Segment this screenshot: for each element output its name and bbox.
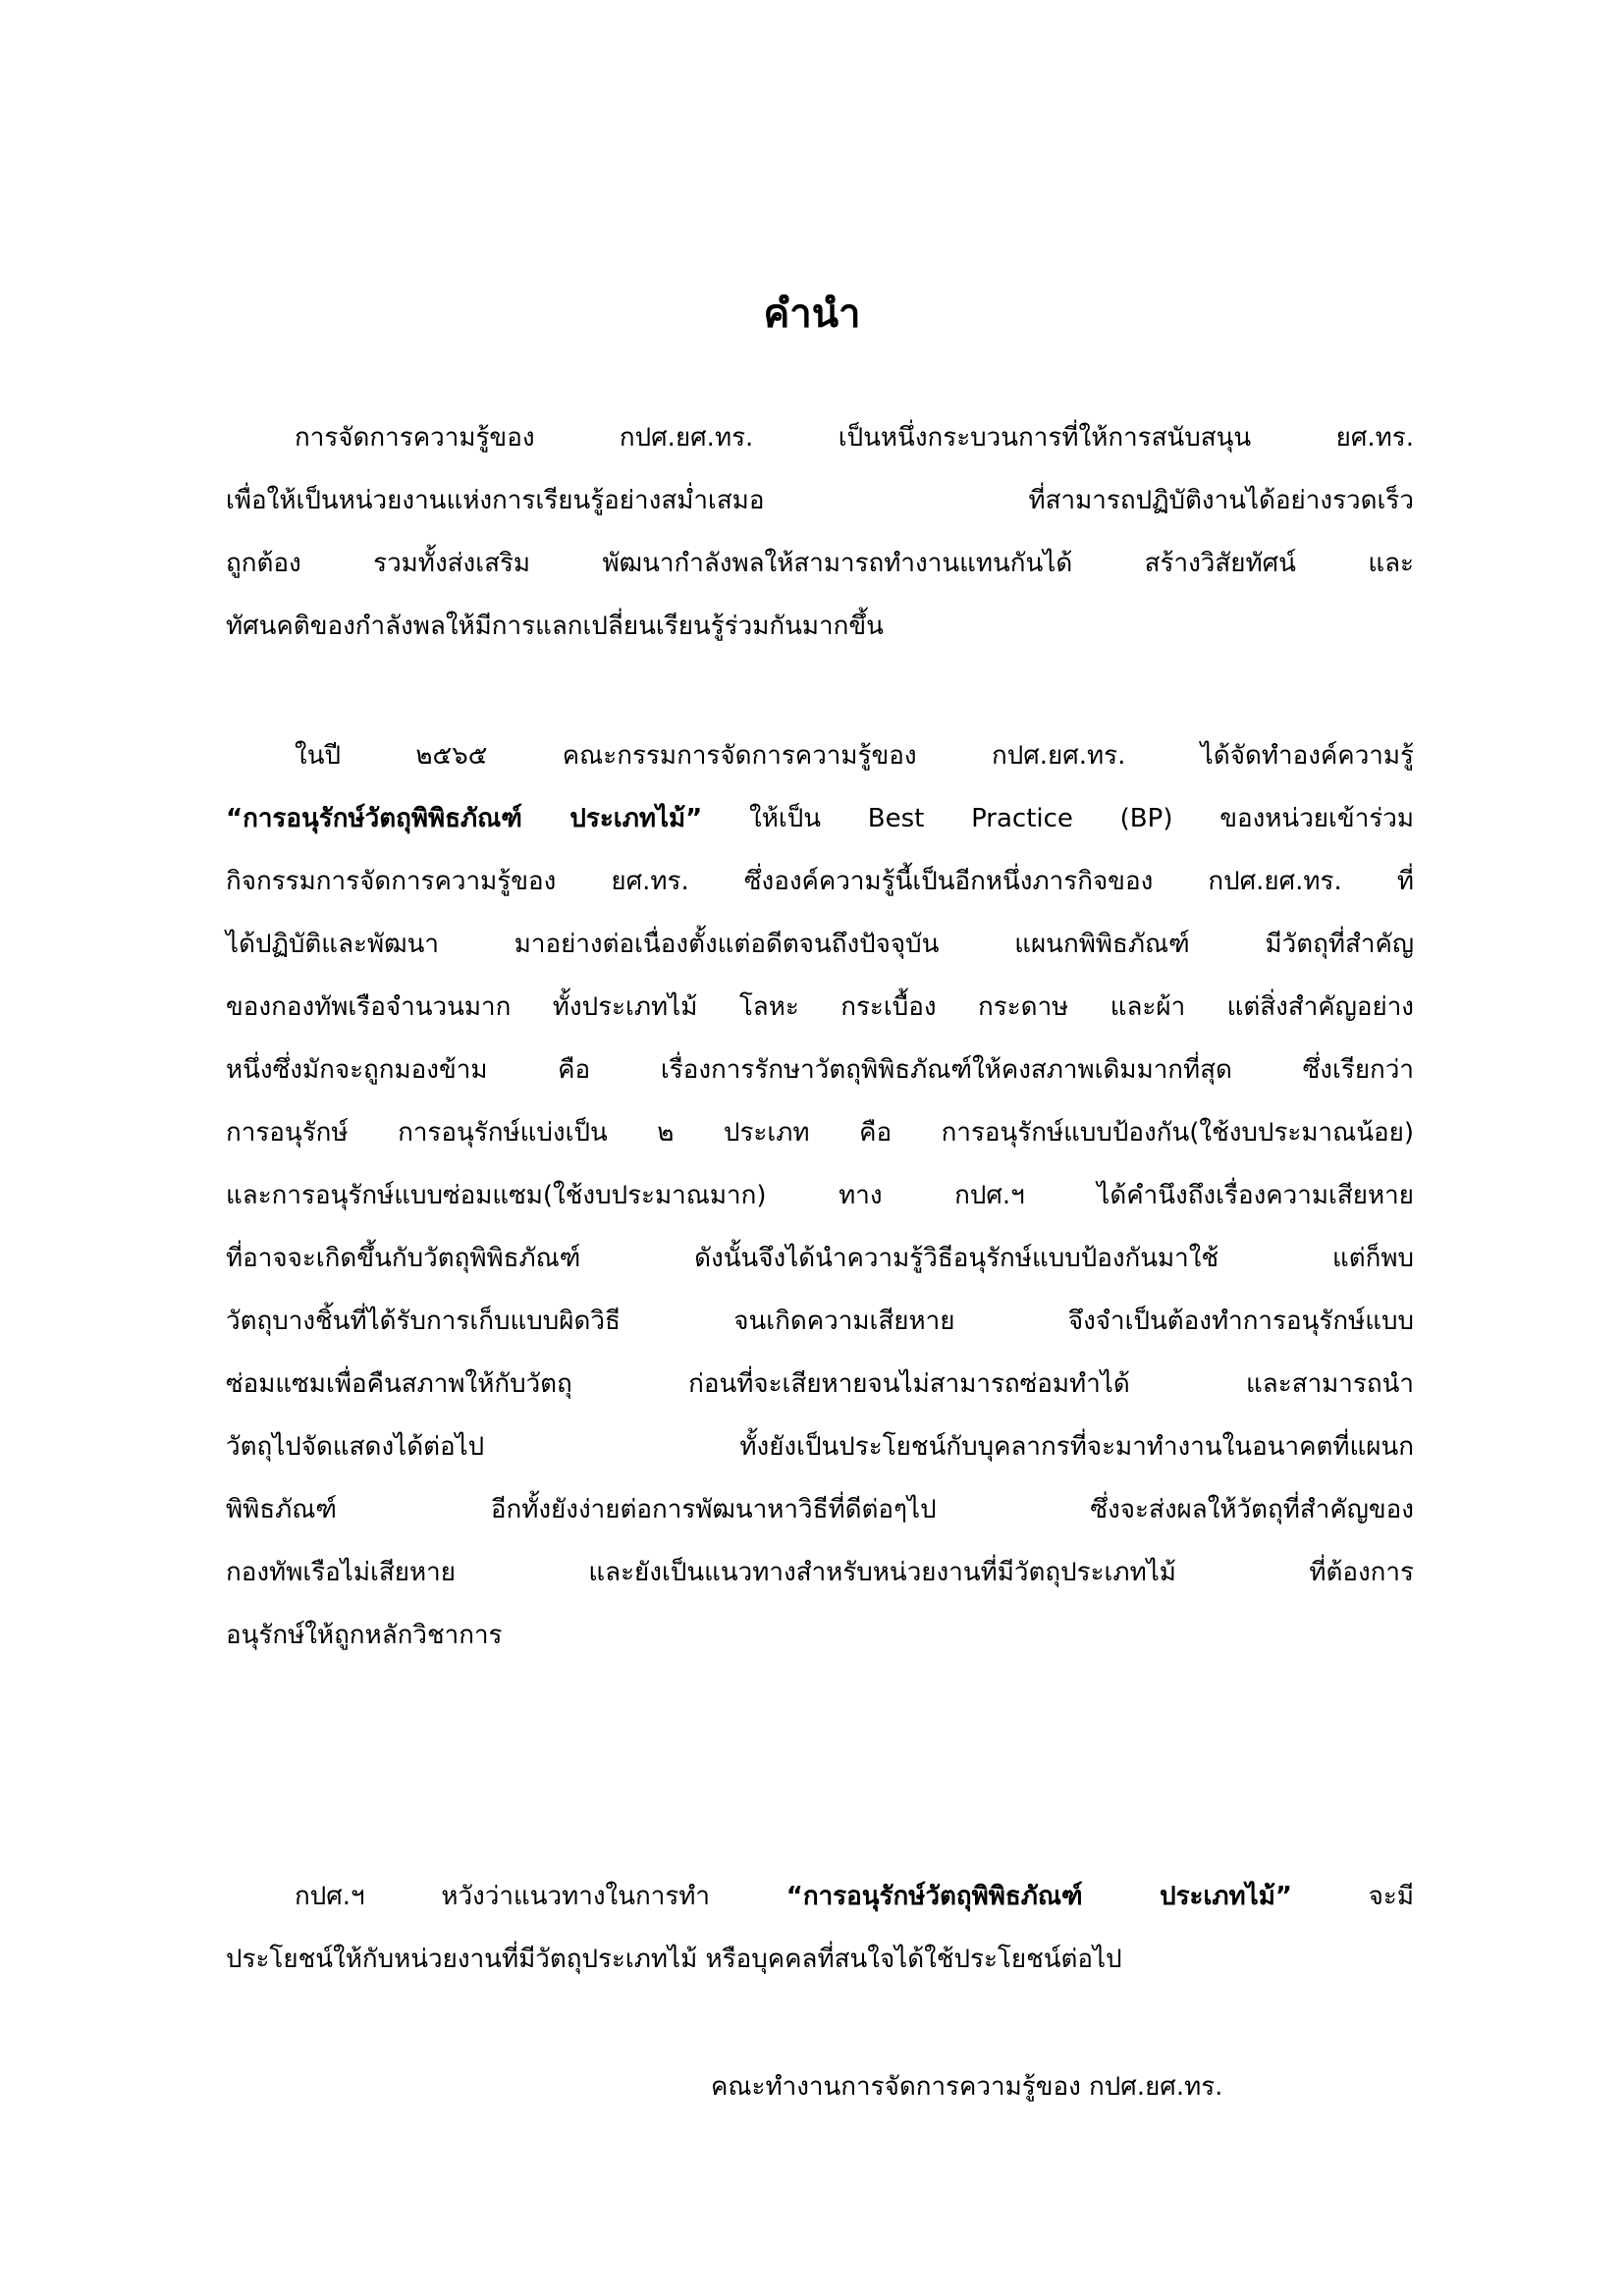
paragraph-conclusion xyxy=(226,1865,1414,1991)
paragraph-line: กองทัพเรือไม่เสียหาย และยังเป็นแนวทางสำหรับหน่วยงานที่มีวัตถุประเภทไม้ ที่ต้องการ xyxy=(226,1558,1414,1587)
paragraph-line: ในปี ๒๕๖๕ คณะกรรมการจัดการความรู้ของ กปศ.ยศ.ทร. ได้จัดทำองค์ความรู้ xyxy=(295,741,1414,771)
paragraph-line: ได้ปฏิบัติและพัฒนา มาอย่างต่อเนื่องตั้งแต่อดีตจนถึงปัจจุบัน แผนกพิพิธภัณฑ์ มีวัตถุที่สำคัญ xyxy=(226,930,1414,959)
paragraph-body xyxy=(226,724,1414,1667)
paragraph-line: วัตถุไปจัดแสดงได้ต่อไป ทั้งยังเป็นประโยชน์กับบุคลากรที่จะมาทำงานในอนาคตที่แผนก xyxy=(226,1432,1414,1462)
paragraph-line: วัตถุบางชิ้นที่ได้รับการเก็บแบบผิดวิธี จนเกิดความเสียหาย จึงจำเป็นต้องทำการอนุรักษ์แบบ xyxy=(226,1307,1414,1336)
paragraph-line: อนุรักษ์ให้ถูกหลักวิชาการ xyxy=(226,1621,503,1650)
paragraph-line-continuation: ให้เป็น Best Practice (BP) ของหน่วยเข้าร่วม xyxy=(702,804,1415,833)
paragraph-line: ถูกต้อง รวมทั้งส่งเสริม พัฒนากำลังพลให้สามารถทำงานแทนกันได้ สร้างวิสัยทัศน์ และ xyxy=(226,549,1414,578)
paragraph-line: ที่อาจจะเกิดขึ้นกับวัตถุพิพิธภัณฑ์ ดังนั้นจึงได้นำความรู้วิธีอนุรักษ์แบบป้องกันมาใช้ แต่ก็พบ xyxy=(226,1244,1414,1273)
paragraph-line: ของกองทัพเรือจำนวนมาก ทั้งประเภทไม้ โลหะ กระเบื้อง กระดาษ และผ้า แต่สิ่งสำคัญอย่าง xyxy=(226,992,1414,1022)
paragraph-line: และการอนุรักษ์แบบซ่อมแซม(ใช้งบประมาณมาก) ทาง กปศ.ฯ ได้คำนึงถึงเรื่องความเสียหาย xyxy=(226,1181,1414,1210)
paragraph-line: เพื่อให้เป็นหน่วยงานแห่งการเรียนรู้อย่างสม่ำเสมอ ที่สามารถปฏิบัติงานได้อย่างรวดเร็ว xyxy=(226,486,1414,515)
paragraph-line: ซ่อมแซมเพื่อคืนสภาพให้กับวัตถุ ก่อนที่จะเสียหายจนไม่สามารถซ่อมทำได้ และสามารถนำ xyxy=(226,1369,1414,1399)
paragraph-line: ประโยชน์ให้กับหน่วยงานที่มีวัตถุประเภทไม้ หรือบุคคลที่สนใจได้ใช้ประโยชน์ต่อไป xyxy=(226,1945,1122,1974)
signature-line: คณะทำงานการจัดการความรู้ของ กปศ.ยศ.ทร. xyxy=(711,2072,1223,2102)
paragraph-line-with-title xyxy=(226,787,1414,850)
paragraph-line-start: กปศ.ฯ หวังว่าแนวทางในการทำ xyxy=(295,1882,786,1911)
paragraph-line: การจัดการความรู้ของ กปศ.ยศ.ทร. เป็นหนึ่งกระบวนการที่ให้การสนับสนุน ยศ.ทร. xyxy=(295,423,1414,453)
paragraph-line: ทัศนคติของกำลังพลให้มีการแลกเปลี่ยนเรียนรู้ร่วมกันมากขึ้น xyxy=(226,612,884,641)
paragraph-line-with-title xyxy=(226,1865,1414,1928)
page-title: คำนำ xyxy=(763,292,861,337)
paragraph-line: หนึ่งซึ่งมักจะถูกมองข้าม คือ เรื่องการรักษาวัตถุพิพิธภัณฑ์ให้คงสภาพเดิมมากที่สุด ซึ่งเรียกว่า xyxy=(226,1055,1414,1085)
bold-topic-title: “การอนุรักษ์วัตถุพิพิธภัณฑ์ ประเภทไม้” xyxy=(226,804,703,833)
paragraph-line-end: จะมี xyxy=(1291,1882,1415,1911)
paragraph-line: กิจกรรมการจัดการความรู้ของ ยศ.ทร. ซึ่งองค์ความรู้นี้เป็นอีกหนึ่งภารกิจของ กปศ.ยศ.ทร. ที่ xyxy=(226,867,1414,896)
paragraph-line: การอนุรักษ์ การอนุรักษ์แบ่งเป็น ๒ ประเภท คือ การอนุรักษ์แบบป้องกัน(ใช้งบประมาณน้อย) xyxy=(226,1118,1414,1148)
paragraph-line: พิพิธภัณฑ์ อีกทั้งยังง่ายต่อการพัฒนาหาวิธีที่ดีต่อๆไป ซึ่งจะส่งผลให้วัตถุที่สำคัญของ xyxy=(226,1495,1414,1524)
paragraph-introduction xyxy=(226,406,1414,658)
bold-topic-title: “การอนุรักษ์วัตถุพิพิธภัณฑ์ ประเภทไม้” xyxy=(785,1882,1292,1911)
